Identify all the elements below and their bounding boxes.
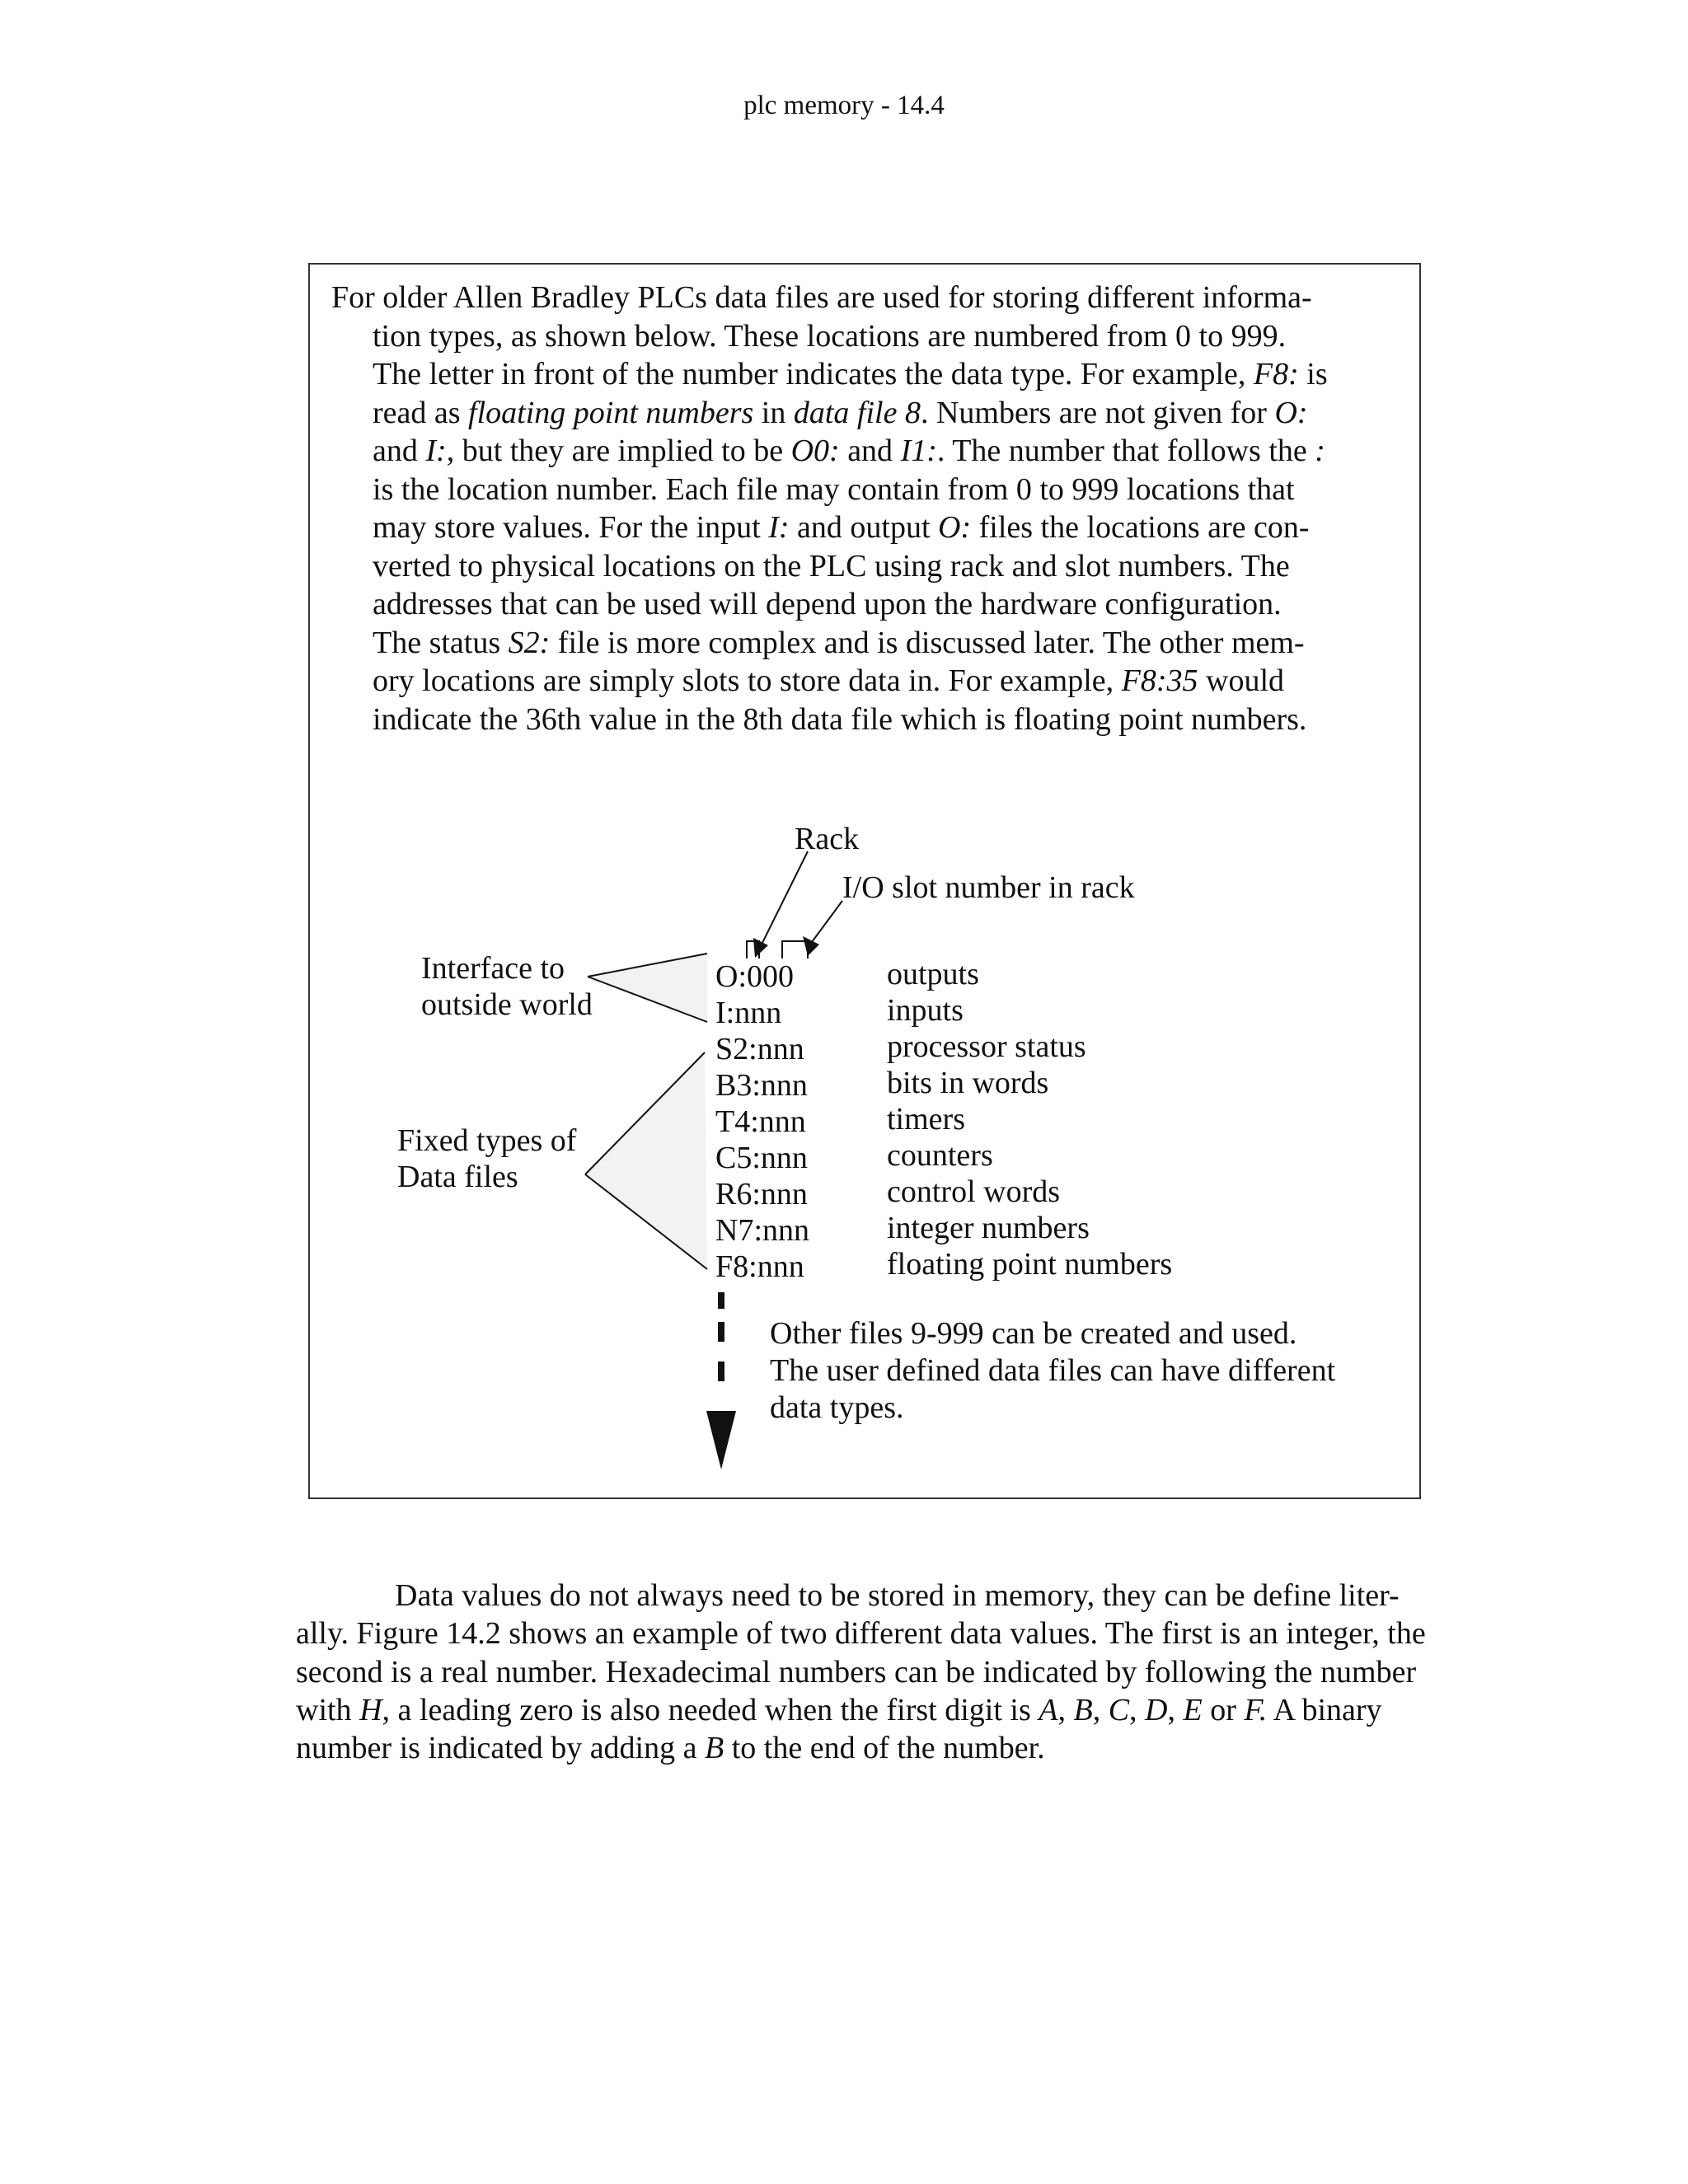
dash-segment: [718, 1322, 724, 1342]
italic-term: I1:: [900, 434, 937, 468]
figure-text-line: addresses that can be used will depend upon the hardware configuration.: [373, 587, 1282, 621]
file-address-o: O:000: [715, 959, 794, 994]
rack-label: Rack: [795, 822, 860, 856]
slot-arrowhead: [803, 936, 819, 956]
slot-digits-bracket: [782, 941, 808, 958]
italic-term: F.: [1244, 1692, 1268, 1727]
file-desc-bits-in-words: bits in words: [887, 1066, 1049, 1100]
other-files-line-3: data types.: [770, 1390, 904, 1425]
figure-text-line: read as floating point numbers in data file 8. Numbers are not given for O:: [373, 395, 1308, 430]
body-text-line: with H, a leading zero is also needed when the first digit is A, B, C, D, E or F. A binary: [296, 1692, 1382, 1727]
italic-term: floating point numbers: [468, 395, 754, 430]
italic-term: F8:35: [1121, 663, 1198, 698]
italic-term: I:: [425, 434, 447, 468]
body-text-line: number is indicated by adding a B to the end of the number.: [296, 1731, 1045, 1766]
figure-text-line: tion types, as shown below. These locations are numbered from 0 to 999.: [373, 318, 1287, 354]
dash-segment: [718, 1361, 724, 1381]
italic-term: O:: [938, 510, 972, 545]
figure-text-line: ory locations are simply slots to store data in. For example, F8:35 would: [373, 663, 1285, 698]
figure-text-line: is the location number. Each file may contain from 0 to 999 locations that: [373, 471, 1295, 507]
down-arrowhead: [706, 1411, 736, 1469]
italic-term: S2:: [508, 625, 551, 660]
file-desc-control-words: control words: [887, 1174, 1061, 1209]
file-desc-counters: counters: [887, 1138, 993, 1173]
italic-term: D: [1145, 1692, 1168, 1727]
file-address-f8: F8:nnn: [715, 1249, 804, 1284]
body-text-line: second is a real number. Hexadecimal numbers can be indicated by following the number: [296, 1654, 1417, 1690]
fixed-label-line-1: Fixed types of: [397, 1123, 577, 1158]
italic-term: C: [1108, 1692, 1130, 1727]
file-desc-outputs: outputs: [887, 957, 979, 991]
figure-text-line: For older Allen Bradley PLCs data files are used for storing different informa-: [331, 280, 1312, 315]
fixed-wedge: [585, 1052, 707, 1269]
rack-pointer-line: [760, 851, 808, 948]
interface-wedge: [588, 954, 707, 1022]
file-address-i: I:nnn: [715, 996, 782, 1030]
file-address-n7: N7:nnn: [715, 1213, 809, 1248]
file-desc-inputs: inputs: [887, 993, 964, 1028]
file-desc-processor-status: processor status: [887, 1029, 1086, 1064]
italic-term: B: [1073, 1692, 1093, 1727]
interface-label-line-2: outside world: [421, 987, 593, 1022]
body-paragraph: [296, 1577, 1483, 1767]
figure-text-line: The letter in front of the number indicates the data type. For example, F8: is: [373, 357, 1328, 391]
figure-text-line: may store values. For the input I: and output O: files the locations are con-: [373, 510, 1310, 545]
italic-term: E: [1183, 1692, 1203, 1727]
other-files-line-1: Other files 9-999 can be created and used.: [770, 1316, 1297, 1351]
slot-pointer-line: [812, 901, 842, 942]
file-address-c5: C5:nnn: [715, 1141, 808, 1175]
italic-term: :: [1315, 434, 1325, 468]
dash-segment: [718, 1292, 724, 1309]
file-address-b3: B3:nnn: [715, 1068, 808, 1103]
figure-text-line: and I:, but they are implied to be O0: and I1:. The number that follows the :: [373, 434, 1325, 468]
body-text-line: Data values do not always need to be stored in memory, they can be define liter-: [395, 1578, 1400, 1613]
italic-term: A: [1039, 1692, 1058, 1727]
file-desc-floating-point: floating point numbers: [887, 1247, 1173, 1282]
file-address-t4: T4:nnn: [715, 1104, 806, 1139]
slot-label: I/O slot number in rack: [842, 870, 1135, 905]
page-header: plc memory - 14.4: [743, 91, 945, 120]
body-text-line: ally. Figure 14.2 shows an example of two different data values. The first is an integer, the: [296, 1616, 1426, 1652]
italic-term: O0:: [790, 434, 840, 468]
italic-term: B: [705, 1731, 724, 1766]
fixed-label-line-2: Data files: [397, 1160, 518, 1194]
file-address-r6: R6:nnn: [715, 1177, 808, 1212]
italic-term: F8:: [1253, 357, 1299, 391]
italic-term: I:: [768, 510, 790, 545]
italic-term: O:: [1274, 395, 1308, 430]
figure-text-line: verted to physical locations on the PLC using rack and slot numbers. The: [373, 548, 1290, 583]
other-files-line-2: The user defined data files can have different: [770, 1353, 1336, 1388]
file-address-s2: S2:nnn: [715, 1032, 804, 1066]
file-desc-integer-numbers: integer numbers: [887, 1211, 1090, 1245]
file-desc-timers: timers: [887, 1102, 965, 1137]
figure-text-line: The status S2: file is more complex and is discussed later. The other mem-: [373, 625, 1305, 660]
interface-label-line-1: Interface to: [421, 951, 565, 986]
figure-text-line: indicate the 36th value in the 8th data file which is floating point numbers.: [373, 701, 1307, 737]
italic-term: data file 8: [793, 395, 921, 430]
italic-term: H: [359, 1692, 382, 1727]
